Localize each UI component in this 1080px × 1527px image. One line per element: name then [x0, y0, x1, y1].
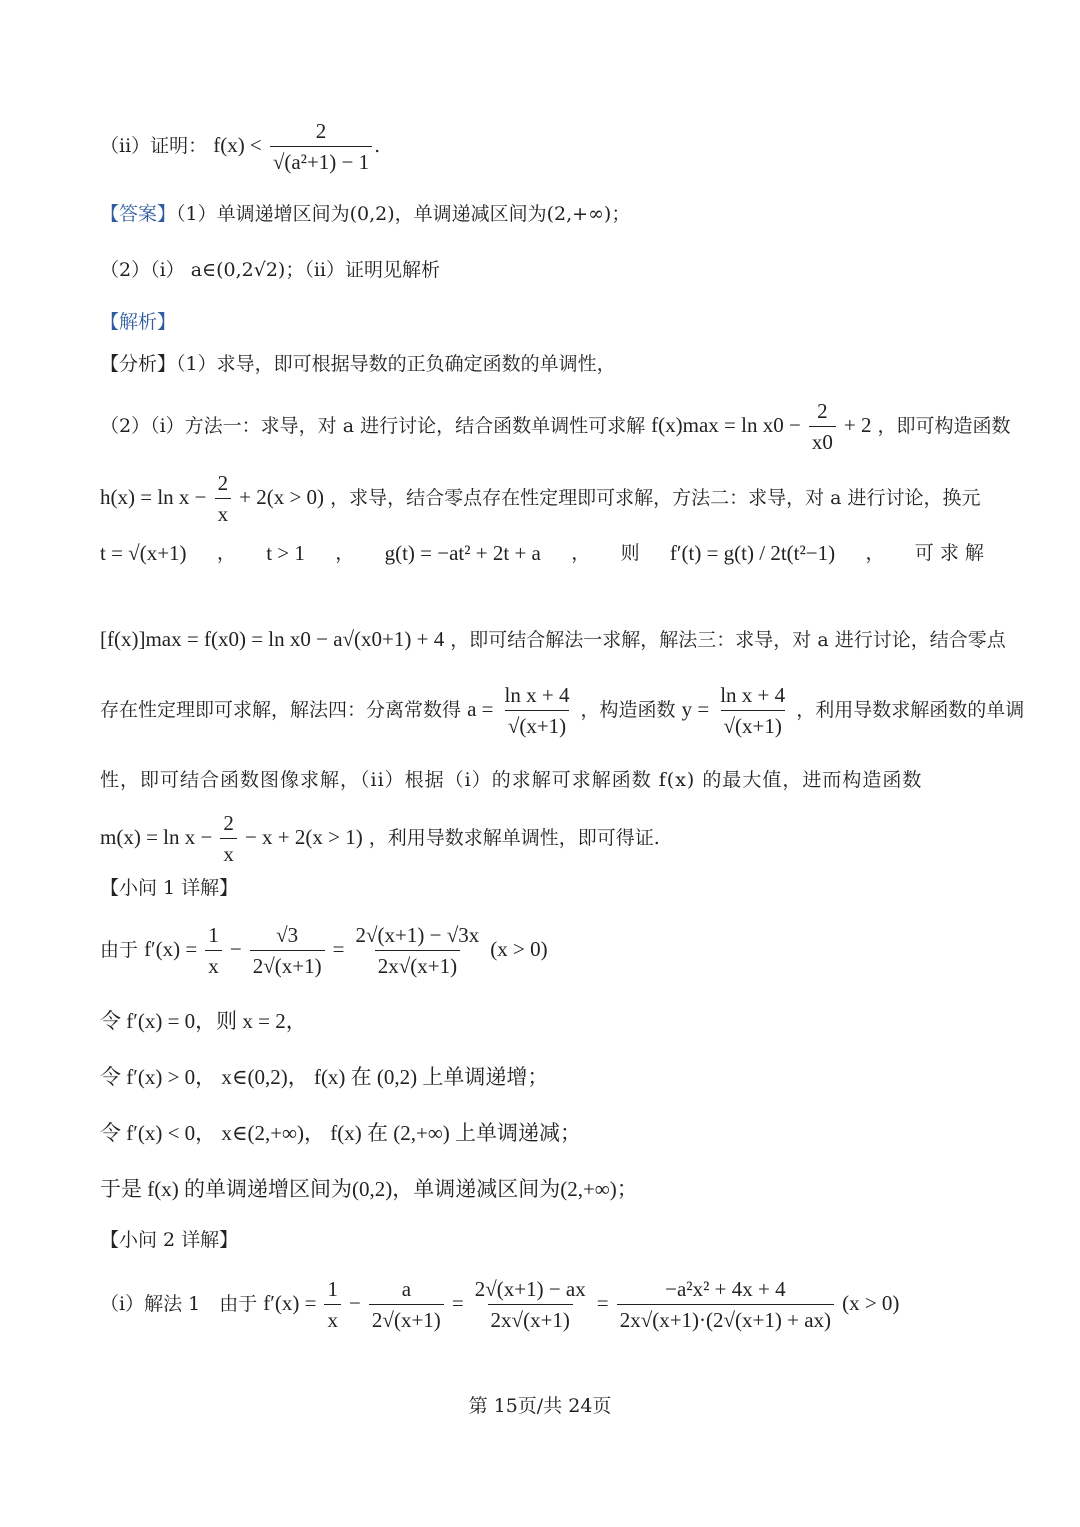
two-over-x-fraction: [220, 810, 237, 868]
combined-fraction: [353, 922, 483, 980]
a-fraction: [502, 682, 573, 740]
m-function-tail: − x + 2(x > 1): [244, 824, 363, 849]
subquestion1-label: 【小问 1 详解】: [100, 877, 239, 899]
decreasing-line: [100, 1120, 984, 1147]
fraction-numerator: a: [401, 1277, 412, 1301]
fraction-numerator: 2: [315, 119, 327, 143]
fraction-denominator: x0: [809, 426, 836, 455]
fraction-numerator: 2: [817, 399, 828, 423]
sqrt3-fraction: [250, 922, 325, 980]
comma: ，: [865, 542, 885, 565]
g-function: g(t) = −at² + 2t + a: [384, 541, 541, 565]
f-prime-t: f′(t) = g(t) / 2t(t²−1): [669, 541, 836, 565]
fraction-denominator: x: [215, 498, 232, 527]
fraction-numerator: 1: [208, 923, 219, 947]
y-fraction: [717, 682, 788, 740]
derivative-text: ，利用导数求解函数的单调: [796, 698, 1025, 721]
method1-label: （i）解法 1 由于: [100, 1292, 258, 1315]
comma: ，: [571, 542, 591, 565]
h-function-lhs: h(x) = ln x −: [100, 484, 207, 509]
fraction-denominator: 2√(x+1): [369, 1304, 444, 1333]
zero-derivative-line: [100, 1008, 984, 1035]
inequality-lhs: f(x) <: [213, 132, 262, 157]
answer-text: （1）单调递增区间为(0,2)，单调递减区间为(2,+∞)；: [176, 203, 631, 225]
a-over-sqrt-fraction: [369, 1276, 444, 1334]
analysis-line-5: [100, 626, 1006, 653]
construct-text: ，即可构造函数: [877, 414, 1011, 437]
fraction-denominator: x: [220, 838, 237, 867]
combined-fraction-1: [472, 1276, 589, 1334]
construct-function-text: ，构造函数: [580, 698, 676, 721]
part-ii-label: （ii）证明：: [100, 134, 208, 157]
equals-sign: =: [451, 1290, 464, 1315]
analysis-text-7: 性，即可结合函数图像求解，（ii）根据（i）的求解可求解函数 f(x) 的最大值，进而构造函数: [100, 769, 923, 791]
equals-sign: =: [332, 936, 345, 961]
plus-two: + 2: [843, 412, 872, 437]
answer-part2-text: （2）（i） a∈(0,2√2)；（ii）证明见解析: [100, 259, 440, 281]
analysis-line-3: [100, 470, 984, 528]
t-substitution: t = √(x+1): [100, 541, 187, 565]
y-equals: y =: [681, 696, 710, 721]
analysis-line-2: [100, 398, 1011, 456]
answer-part2-line: [100, 258, 984, 283]
subquestion2-heading: [100, 1228, 984, 1253]
fraction-denominator: x: [324, 1304, 341, 1333]
decreasing-text: 令 f′(x) < 0， x∈(2,+∞)， f(x) 在 (2,+∞) 上单调递减；: [100, 1121, 582, 1145]
fraction-numerator: ln x + 4: [504, 683, 570, 707]
method3-text: ，即可结合解法一求解，解法三：求导，对 a 进行讨论，结合零点: [450, 629, 1006, 651]
proof-statement-line: （ii）证明： f(x) < $\frac{2}{\text{√(a²+1) − 1}}$ .: [100, 119, 381, 175]
t-condition: t > 1: [266, 541, 305, 565]
fraction-denominator: 2√(x+1): [250, 950, 325, 979]
method1-text: （2）（i）方法一：求导，对 a 进行讨论，结合函数单调性可求解: [100, 414, 646, 437]
answer-line: [100, 202, 984, 227]
method4-text: 存在性定理即可求解，解法四：分离常数得: [100, 698, 462, 721]
page-number: 第 15页/共 24页: [468, 1395, 612, 1417]
fraction-numerator: 2√(x+1) − √3x: [355, 923, 480, 947]
inequality-fraction: [270, 118, 372, 176]
fraction-denominator: 2x√(x+1): [488, 1304, 573, 1333]
fraction-numerator: −a²x² + 4x + 4: [665, 1277, 786, 1301]
conclusion-line: [100, 1176, 984, 1203]
fraction-numerator: √3: [276, 923, 299, 947]
subquestion2-label: 【小问 2 详解】: [100, 1229, 239, 1251]
fraction-denominator: 2x√(x+1)·(2√(x+1) + ax): [617, 1304, 834, 1333]
fraction-denominator: √(a²+1) − 1: [270, 146, 372, 175]
analysis-tag: 【解析】: [100, 311, 177, 333]
domain-condition: (x > 0): [842, 1290, 900, 1315]
analysis-text-1: 【分析】（1）求导，即可根据导数的正负确定函数的单调性，: [100, 353, 616, 375]
fraction-denominator: 2x√(x+1): [375, 950, 460, 979]
then-word: 则: [620, 542, 640, 565]
fraction-numerator: 1: [327, 1277, 338, 1301]
fraction-denominator: √(x+1): [505, 710, 569, 739]
derivative-line-1: [100, 922, 984, 980]
page-footer: [0, 1391, 1080, 1418]
fraction-numerator: ln x + 4: [720, 683, 786, 707]
one-over-x-fraction: [324, 1276, 341, 1334]
analysis-line-8: [100, 810, 984, 868]
analysis-line-4: [100, 540, 984, 567]
subquestion1-heading: [100, 876, 984, 901]
conclusion-text: 于是 f(x) 的单调递增区间为(0,2)，单调递减区间为(2,+∞)；: [100, 1177, 638, 1201]
analysis-line-7: [100, 768, 984, 793]
zero-derivative-text: 令 f′(x) = 0，则 x = 2，: [100, 1009, 307, 1033]
f-prime-lhs: f′(x) =: [263, 1290, 317, 1315]
fraction-numerator: 2: [223, 811, 234, 835]
m-function-lhs: m(x) = ln x −: [100, 824, 213, 849]
equals-sign: =: [596, 1290, 609, 1315]
increasing-text: 令 f′(x) > 0， x∈(0,2)， f(x) 在 (0,2) 上单调递增；: [100, 1065, 549, 1089]
f-prime-lhs: f′(x) =: [144, 936, 198, 961]
answer-tag: 【答案】: [100, 203, 177, 225]
minus-sign: −: [229, 936, 242, 961]
solvable-text: 可 求 解: [914, 542, 984, 565]
analysis-heading: [100, 310, 984, 335]
fmax-x0-formula: [f(x)]max = f(x0) = ln x0 − a√(x0+1) + 4: [100, 627, 445, 651]
h-function-tail: + 2(x > 0): [239, 484, 325, 509]
fraction-denominator: √(x+1): [721, 710, 785, 739]
minus-sign: −: [349, 1290, 361, 1315]
comma: ，: [216, 542, 236, 565]
comma: ，: [335, 542, 355, 565]
a-equals: a =: [467, 696, 494, 721]
prove-text: ，利用导数求解单调性，即可得证.: [368, 826, 660, 849]
derivative-line-2: [100, 1276, 984, 1334]
analysis-line-6: [100, 682, 1025, 740]
method2-text: ，求导，结合零点存在性定理即可求解，方法二：求导，对 a 进行讨论，换元: [330, 486, 981, 509]
combined-fraction-2: [617, 1276, 834, 1334]
one-over-x-fraction: [205, 922, 222, 980]
two-over-x0-fraction: [809, 398, 836, 456]
fraction-denominator: x: [205, 950, 222, 979]
increasing-line: [100, 1064, 984, 1091]
since-text: 由于: [100, 938, 139, 961]
fraction-numerator: 2√(x+1) − ax: [474, 1277, 586, 1301]
two-over-x-fraction: [215, 470, 232, 528]
domain-condition: (x > 0): [490, 936, 548, 961]
fraction-numerator: 2: [217, 471, 229, 495]
fmax-formula: f(x)max = ln x0 −: [651, 412, 801, 437]
analysis-line-1: [100, 352, 984, 377]
